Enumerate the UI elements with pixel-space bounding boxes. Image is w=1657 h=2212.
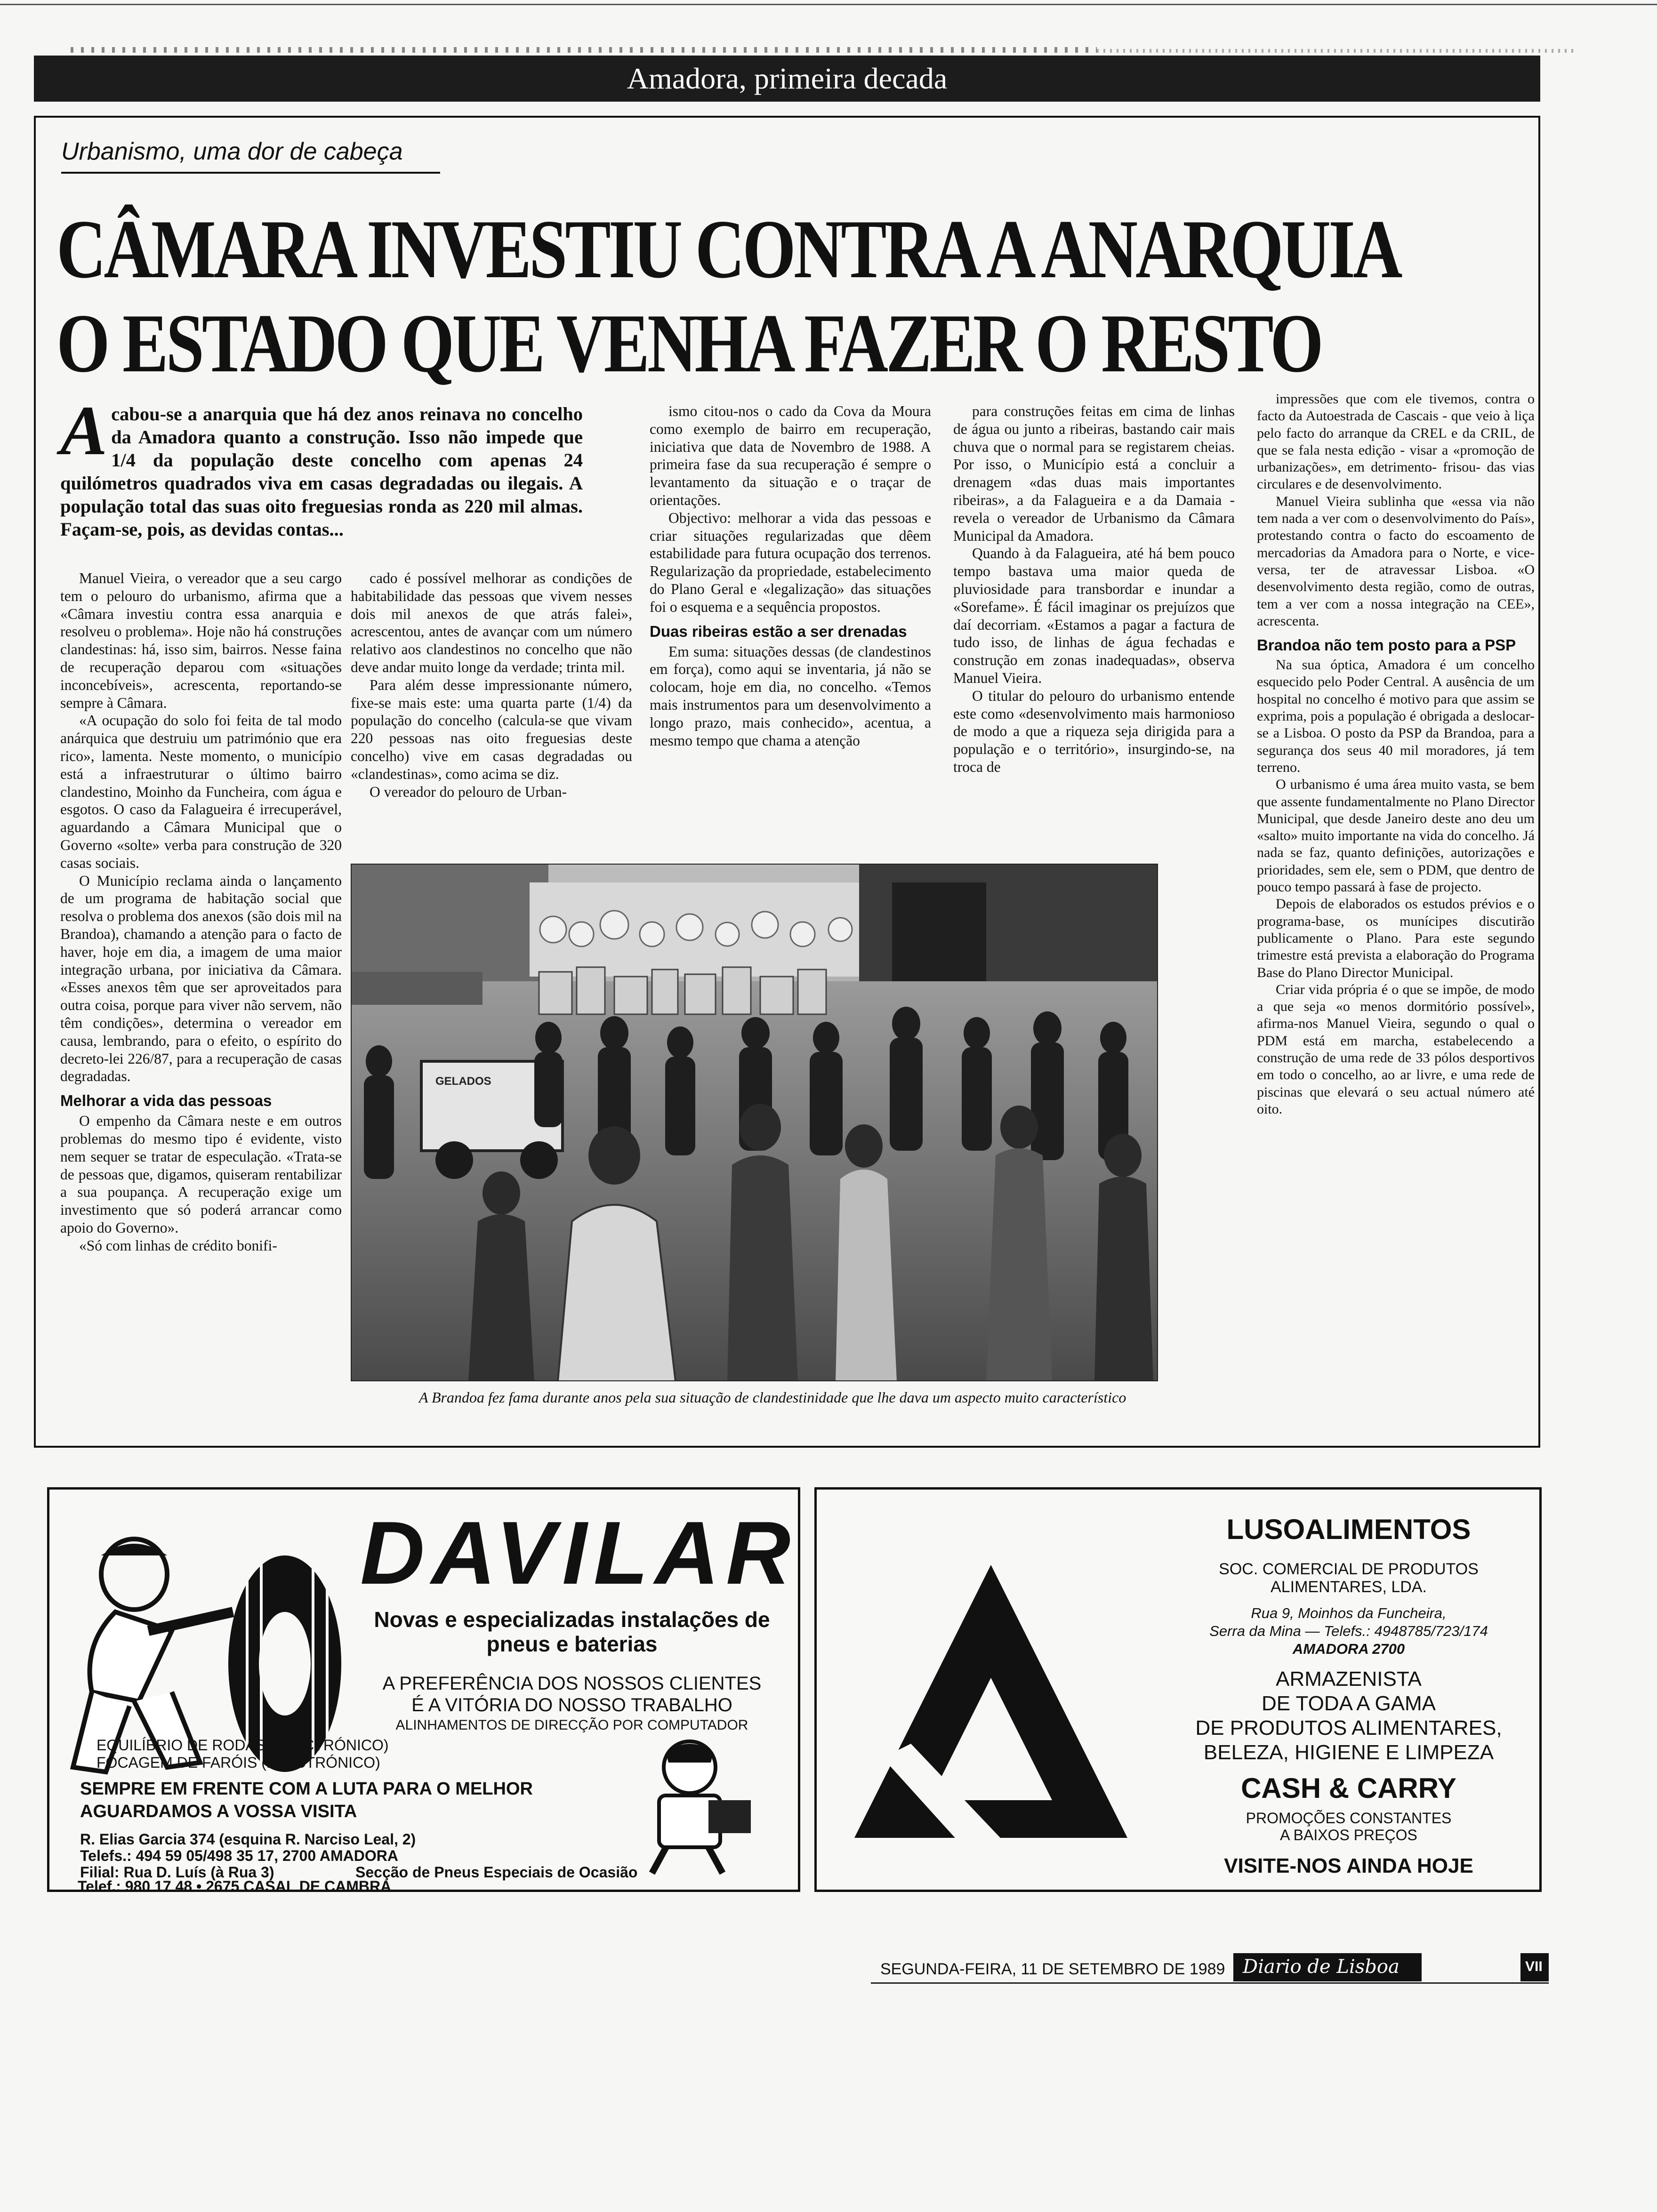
luso-addr-3: AMADORA 2700 [1292,1641,1405,1657]
paragraph: Na sua óptica, Amadora é um concelho esquecido pelo Poder Central. A ausência de um hospital no concelho é motivo para que assim se exprima, pois a população é obrigada a deslocar-se a Lisboa. O posto da PSP da Brandoa, para a segurança dos seus 40 mil moradores, já tem terreno. [1257,657,1535,775]
paragraph: Quando à da Falagueira, até há bem pouco tempo bastava uma maior queda de pluviosidade para transbordar e inundar a «Sorefame». É fácil imaginar os prejuízos que daí decorriam. «Estamos a pagar a factura de tudo isso, de linhas de água fechadas e construção em zonas inadequadas», observa Manuel Vieira. [953,545,1235,686]
subheading: Duas ribeiras estão a ser drenadas [650,622,907,640]
paragraph: para construções feitas em cima de linhas de água ou junto a ribeiras, bastando cair mais chuva que o normal para se registarem cheias. Por isso, o Município está a concluir a drenagem «das duas mais importantes ribeiras», a da Falagueira e a da Damaia - revela o vereador de Urbanismo da Câmara Municipal da Amadora. [953,403,1235,544]
luso-visit: VISITE-NOS AINDA HOJE [1224,1854,1473,1877]
paragraph: Manuel Vieira sublinha que «essa via não tem nada a ver com o desenvolvimento do País», protestando contra o facto do escoamento de mercadorias da Amadora para o Norte, e vice-versa, ter de atravessar Lisboa. «O desenvolvimento desta região, como de outras, tem a ver com a nossa integração na CEE», acrescenta. [1257,493,1535,629]
luso-addr-1: Rua 9, Moinhos da Funcheira, [1251,1605,1447,1621]
davilar-service-3: FOCAGEM DE FARÓIS (ELECTRÓNICO) [97,1754,380,1771]
davilar-brand: DAVILAR [360,1503,797,1603]
subheading: Brandoa não tem posto para a PSP [1257,636,1516,654]
masthead-text: Diario de Lisboa [1243,1956,1400,1978]
photo-caption: A Brandoa fez fama durante anos pela sua situação de clandestinidade que lhe dava um aspecto muito característico [419,1389,1126,1406]
lead-paragraph [60,392,583,541]
street-market-photo [351,864,1158,1381]
article-column-5 [1257,391,1535,1118]
davilar-service-2: EQUILÍBRIO DE RODAS (ELECTRÓNICO) [97,1737,389,1754]
paragraph: O titular do pelouro do urbanismo entende este como «desenvolvimento mais harmonioso de modo a que a riqueza seja dirigida para a população e o território», insurgindo-se, na troca de [953,687,1235,775]
paragraph: Em suma: situações dessas (de clandestinos em força), como aqui se inventaria, já não se colocam, hoje em dia, no concelho. «Temos mais instrumentos para um desenvolvimento a longo prazo, mais conhecido», acentua, a mesmo tempo que chama a atenção [650,643,931,749]
davilar-address-4: Secção de Pneus Especiais de Ocasião [355,1864,638,1881]
top-dotted-strip [71,47,1097,53]
luso-line-2: DE TODA A GAMA [1261,1692,1436,1715]
mechanic-mascot-illustration [614,1734,765,1875]
luso-brand: LUSOALIMENTOS [1226,1514,1471,1545]
ice-cream-cart-sign [435,1075,491,1088]
davilar-address-1: R. Elias Garcia 374 (esquina R. Narciso Leal, 2) [80,1831,416,1848]
section-banner [34,56,1540,102]
paragraph: O Município reclama ainda o lançamento de um programa de habitação social que resolva o problema dos anexos (são dois mil na Brandoa), chamando a atenção para o facto de haver, hoje em dia, a imagem de uma maior integração urbana, por iniciativa da Câmara. «Esses anexos têm que ser aproveitados para outra coisa, porque para viver não servem, não têm condições», determina o vereador em causa, lembrando, para o efeito, o espírito do decreto-lei 226/87, para a recuperação de casas degradadas. [60,872,342,1085]
paragraph: Para além desse impressionante número, fixe-se mais este: uma quarta parte (1/4) da população do concelho (calcula-se que vivam 220 pessoas nas oito freguesias deste concelho) vive em casas degradadas ou «clandestinas», como acima se diz. [351,676,632,782]
luso-cash-carry: CASH & CARRY [1241,1772,1456,1804]
lead-drop-cap: A [60,392,108,470]
paragraph: «A ocupação do solo foi feita de tal modo anárquica que destruiu um património que era rico», lamenta. Neste momento, o município está a infraestruturar o último bairro clandestino, Moinho da Funcheira, com água e esgotos. O caso da Falagueira é irrecuperável, aguardando a Câmara Municipal que o Governo «solte» verba para construção de 320 casas sociais. [60,712,342,871]
paragraph: «Só com linhas de crédito bonifi- [79,1237,277,1254]
luso-promo-2: A BAIXOS PREÇOS [1280,1827,1417,1843]
davilar-tagline: Novas e especializadas instalações de pneus e baterias [374,1607,770,1656]
luso-line-1: ARMAZENISTA [1276,1667,1422,1691]
paragraph: O urbanismo é uma área muito vasta, se bem que assente fundamentalmente no Plano Director Municipal, que desde Janeiro deste ano deu um «salto» muito importante na vida do concelho. Já nada se faz, quanto definições, autorizações e prioridades, sem ele, sem o PDM, que dentro de pouco tempo passará à fase de projecto. [1257,777,1535,895]
svg-text:GELADOS: GELADOS [435,1075,491,1088]
section-label: Urbanismo, uma dor de cabeça [61,138,403,165]
paragraph: ismo citou-nos o cado da Cova da Moura como exemplo de bairro em recuperação, iniciativa que data de Novembro de 1988. A primeira fase da sua recuperação é sempre o levantamento da situação e o traçar de orientações. [650,403,931,508]
top-rule [0,4,1657,5]
paragraph: O vereador do pelouro de Urban- [370,783,567,800]
paragraph: O empenho da Câmara neste e em outros problemas do mesmo tipo é evidente, visto nem sequer se tratar de especulação. «Trata-se de pessoas que, digamos, quiseram rentabilizar a sua poupança. A recuperação exige um investimento que só poderá arrancar como apoio do Governo». [60,1113,342,1236]
davilar-motto-1: SEMPRE EM FRENTE COM A LUTA PARA O MELHOR [80,1779,533,1799]
davilar-service-1: ALINHAMENTOS DE DIRECÇÃO POR COMPUTADOR [395,1717,748,1733]
headline-line-2: O ESTADO QUE VENHA FAZER O RESTO [56,297,1321,390]
luso-line-3: DE PRODUTOS ALIMENTARES, [1195,1716,1502,1739]
article-column-1 [60,569,342,1254]
luso-addr-2: Serra da Mina — Telefs.: 4948785/723/174 [1209,1623,1488,1639]
footer-date: SEGUNDA-FEIRA, 11 DE SETEMBRO DE 1989 [880,1960,1225,1978]
section-label-underline [61,172,440,174]
davilar-address-5-visible: Telef.: 980 17 48 • 2675 CASAL DE CAMBRA [78,1878,392,1895]
ad-lusoalimentos [814,1487,1542,1892]
footer-masthead [1233,1953,1422,1981]
photo-illustration [351,864,1158,1381]
davilar-address-3: Filial: Rua D. Luís (à Rua 3) [80,1864,274,1881]
footer-page-number-box [1520,1953,1549,1981]
paragraph: Objectivo: melhorar a vida das pessoas e criar situações regularizadas que dêem estabilidade para futura ocupação dos terrenos. Regularização da propriedade, estabelecimento do Plano Geral e «legalização» das situações foi o esquema e a sequência propostos. [650,509,931,615]
lead-text: cabou-se a anarquia que há dez anos reinava no concelho da Amadora quanto a construção. Isso não impede que 1/4 da população deste concelho com apenas 24 quilómetros quadrados viva em casas degradadas ou ilegais. A população total das suas oito freguesias ronda as 220 mil almas. Façam-se, pois, as devidas contas... [60,403,583,540]
paragraph: Manuel Vieira, o vereador que a seu cargo tem o pelouro do urbanismo, afirma que a «Câmara investiu contra essa anarquia e resolveu o problema». Hoje não há construções clandestinas: há, isso sim, bairros. Nesse faina de recuperação deparou com «situações inconcebíveis», acrescenta, reportando-se sempre à Câmara. [60,570,342,711]
ad-davilar [47,1487,800,1892]
lusoalimentos-logo [845,1555,1137,1857]
luso-sub-1: SOC. COMERCIAL DE PRODUTOS [1219,1560,1479,1578]
article-column-4 [953,402,1235,776]
top-dotted-strip-right [1097,49,1577,53]
paragraph: Criar vida própria é o que se impõe, de modo a que seja «o menos dormitório possível», afirma-nos Manuel Vieira, segundo o qual o PDM está em marcha, estabelecendo a construção de uma rede de 33 pólos desportivos em todo o concelho, ao ar livre, e uma rede de piscinas que elevará o seu actual número até oito. [1257,981,1535,1117]
article-column-3 [650,402,931,749]
luso-line-4: BELEZA, HIGIENE E LIMPEZA [1203,1741,1494,1764]
paragraph: Depois de elaborados os estudos prévios e o programa-base, os munícipes discutirão publicamente o Plano. Para este segundo trimestre está prevista a elaboração do Programa Base do Plano Director Municipal. [1257,896,1535,980]
footer-rule [871,1982,1549,1984]
headline-line-1: CÂMARA INVESTIU CONTRA A ANARQUIA [56,202,1400,296]
davilar-slogan-1: A PREFERÊNCIA DOS NOSSOS CLIENTES [382,1673,762,1694]
page-number: VII [1525,1959,1543,1974]
luso-sub-2: ALIMENTARES, LDA. [1271,1578,1427,1596]
davilar-slogan-2: É A VITÓRIA DO NOSSO TRABALHO [411,1695,732,1715]
subheading: Melhorar a vida das pessoas [60,1092,272,1110]
davilar-motto-2: AGUARDAMOS A VOSSA VISITA [80,1802,357,1821]
davilar-address-2: Telefs.: 494 59 05/498 35 17, 2700 AMADORA [80,1847,398,1864]
paragraph: impressões que com ele tivemos, contra o facto da Autoestrada de Cascais - que veio à liça pelo facto do arranque da CREL e da CRIL, de que se fala nesta edição - visar a «promoção de urbanizações», em detrimento- frisou- das vias circulares e de desenvolvimento. [1257,391,1535,492]
section-banner-title: Amadora, primeira decada [627,62,948,95]
luso-promo-1: PROMOÇÕES CONSTANTES [1246,1810,1452,1827]
paragraph: cado é possível melhorar as condições de habitabilidade das pessoas que vivem nesses dois mil anexos de que atrás falei», acrescentou, antes de avançar com um número relativo aos clandestinos no concelho que não deve andar muito longe da verdade; trinta mil. [351,570,632,675]
article-column-2 [351,569,632,801]
